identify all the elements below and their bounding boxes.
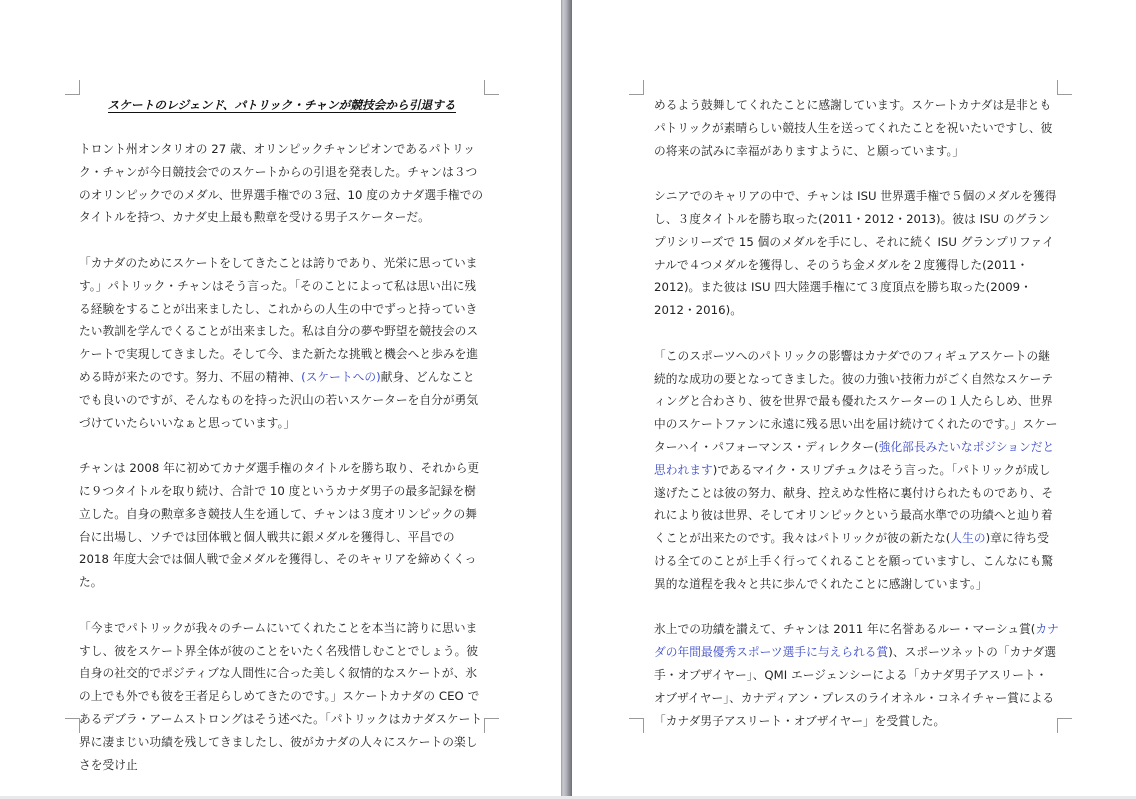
page-gutter (561, 0, 572, 796)
paragraph[interactable]: 氷上での功績を讃えて、チャンは 2011 年に名誉あるルー・マーシュ賞(カナダの年間最優秀スポーツ選手に与えられる賞)、スポーツネットの「カナダ選手・オブザイヤー」、QMI エージェンシーによる「カナダ男子アスリート・オブザイヤー」、カナディアン・プレスのライオネル・コネイチャー賞による「カナダ男子アスリート・オブザイヤー」を受賞した。 (654, 622, 1059, 728)
paragraph[interactable]: トロント州オンタリオの 27 歳、オリンピックチャンピオンであるパトリック・チャンが今日競技会でのスケートからの引退を発表した。チャンは３つのオリンピックでのメダル、世界選手権での３冠、10 度のカナダ選手権でのタイトルを持つ、カナダ史上最も勲章を受ける男子スケーターだ。 (79, 142, 484, 225)
margin-corner-mark (65, 718, 80, 733)
margin-corner-mark (629, 80, 644, 95)
paragraph[interactable]: チャンは 2008 年に初めてカナダ選手権のタイトルを勝ち取り、それから更に９つタイトルを取り続け、合計で 10 度というカナダ男子の最多記録を樹立した。自身の勲章多き競技人生を通して、チャンは３度オリンピックの舞台に出場し、ソチでは団体戦と個人戦共に銀メダルを獲得し、平昌での 2018 年度大会では個人戦で金メダルを獲得し、そのキャリアを締めくくった。 (79, 461, 480, 590)
paragraph[interactable]: シニアでのキャリアの中で、チャンは ISU 世界選手権で５個のメダルを獲得し、３度タイトルを勝ち取った(2011・2012・2013)。彼は ISU のグランプリシリーズで 15 個のメダルを手にし、それに続く ISU グランプリファイナルで４つメダルを獲得し、そのうち金メダルを２度獲得した(2011・2012)。また彼は ISU 四大陸選手権にて３度頂点を勝ち取った(2009・2012・2016)。 (654, 189, 1057, 318)
margin-corner-mark (484, 718, 499, 733)
translator-note: (スケートへの) (301, 369, 381, 384)
body-text[interactable] (79, 138, 484, 799)
paragraph[interactable]: 「今までパトリックが我々のチームにいてくれたことを本当に誇りに思いますし、彼をスケート界全体が彼のことをいたく名残惜しむことでしょう。彼自身の社交的でポジティブな人間性に合った美しく叙情的なスケートが、氷の上でも外でも彼を王者足らしめてきたのです。」スケートカナダの CEO であるデブラ・アームストロングはそう述べた。「パトリックはカナダスケート界に凄まじい功績を残してきましたし、彼がカナダの人々にスケートの楽しさを受け止 (79, 620, 483, 772)
margin-corner-mark (484, 80, 499, 95)
translator-note: 強化部長みたいなポジションだと思われます (654, 439, 1055, 477)
document-title[interactable]: スケートのレジェンド、パトリック・チャンが競技会から引退する (107, 98, 456, 112)
paragraph[interactable]: 「カナダのためにスケートをしてきたことは誇りであり、光栄に思っています。」パトリック・チャンはそう言った。「そのことによって私は思い出に残る経験をすることが出来ましたし、これからの人生の中でずっと持っていきたい教訓を学んでくることが出来ました。私は自分の夢や野望を競技会のスケートで実現してきました。そして今、また新たな挑戦と機会へと歩みを進める時が来たのです。努力、不屈の精神、(スケートへの)献身、どんなことでも良いのですが、そんなものを持った沢山の若いスケーターを自分が勇気づけていたらいいなぁと思っています。」 (79, 255, 479, 430)
paragraph[interactable]: 「このスポーツへのパトリックの影響はカナダでのフィギュアスケートの継続的な成功の要となってきました。彼の力強い技術力がごく自然なスケーティングと合わさり、彼を世界で最も優れたスケーターの１人たらしめ、世界中のスケートファンに永遠に残る思い出を届け続けてくれたのです。」スケーターハイ・パフォーマンス・ディレクター(強化部長みたいなポジションだと思われます)であるマイク・スリプチュクはそう言った。「パトリックが成し遂げたことは彼の努力、献身、控えめな性格に裏付けられたものであり、それにより彼は世界、そしてオリンピックという最高水準での功績へと辿り着くことが出来たのです。我々はパトリックが彼の新たな(人生の)章に待ち受ける全てのことが上手く行ってくれることを願っていますし、こんなにも驚異的な道程を我々と共に歩んでくれたことに感謝しています。」 (654, 348, 1058, 591)
margin-corner-mark (1057, 718, 1072, 733)
margin-corner-mark (1057, 80, 1072, 95)
body-text[interactable] (654, 94, 1059, 755)
margin-corner-mark (65, 80, 80, 95)
translator-note: 人生の (950, 531, 986, 546)
document-page-left (0, 0, 561, 796)
margin-corner-mark (629, 718, 644, 733)
paragraph[interactable]: めるよう鼓舞してくれたことに感謝しています。スケートカナダは是非ともパトリックが素晴らしい競技人生を送ってくれたことを祝いたいですし、彼の将来の試みに幸福がありますように、と願っています。」 (654, 98, 1053, 158)
translator-note: カナダの年間最優秀スポーツ選手に与えられる賞 (654, 622, 1059, 660)
document-page-right (572, 0, 1136, 796)
